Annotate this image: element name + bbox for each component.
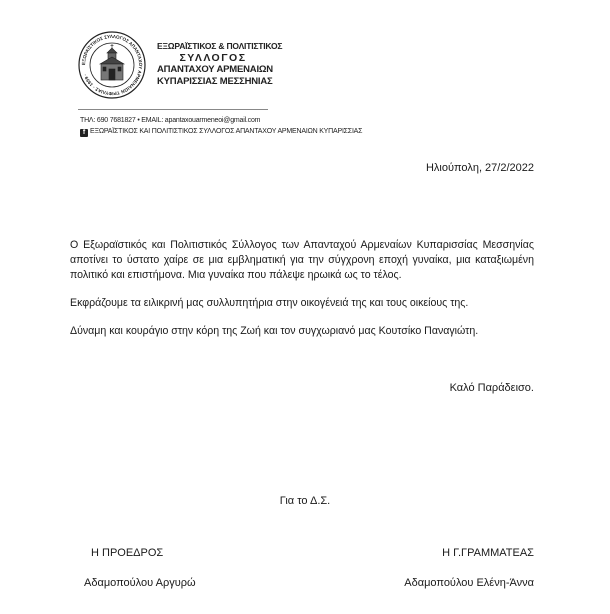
president-name: Αδαμοπούλου Αργυρώ <box>84 577 196 589</box>
church-illustration <box>100 44 124 80</box>
facebook-page-name: ΕΞΩΡΑΪΣΤΙΚΟΣ ΚΑΙ ΠΟΛΙΤΙΣΤΙΚΟΣ ΣΥΛΛΟΓΟΣ ΑΠΑΝΤΑΧΟΥ ΑΡΜΕΝΑΙΩΝ ΚΥΠΑΡΙΣΣΙΑΣ <box>90 128 363 135</box>
header-divider <box>78 109 268 110</box>
association-seal-logo <box>78 31 146 99</box>
org-name-line: ΕΞΩΡΑΪΣΤΙΚΟΣ & ΠΟΛΙΤΙΣΤΙΚΟΣ <box>157 41 283 51</box>
org-name-line: ΣΥΛΛΟΓΟΣ <box>179 52 247 64</box>
letter-paragraph: Ο Εξωραϊστικός και Πολιτιστικός Σύλλογος των Απανταχού Αρμεναίων Κυπαρισσίας Μεσσηνίας αποτίνει το ύστατο χαίρε σε μια εμβληματική για την σύγχρονη εποχή γυναίκα, μια καταξιωμένη πολιτικό και επιστήμονα. Μια γυναίκα που πάλεψε ηρωικά ως το τέλος. <box>70 239 534 281</box>
on-behalf-line: Για το Δ.Σ. <box>279 495 331 507</box>
letter-body <box>70 238 534 352</box>
seal-text: ΕΞΩΡΑΪΣΤΙΚΟΣ ΣΥΛΛΟΓΟΣ ΑΠΑΝΤΑΧΟΥ ΑΡΜΕΝΑΙΩΝ ΤΡΙΦΥΛΙΑΣ · 1959 · <box>80 33 144 97</box>
letter-date: Ηλιούπολη, 27/2/2022 <box>425 162 534 174</box>
organization-name <box>157 40 283 88</box>
org-name-line: ΚΥΠΑΡΙΣΣΙΑΣ ΜΕΣΣΗΝΙΑΣ <box>157 76 273 87</box>
president-title: Η ΠΡΟΕΔΡΟΣ <box>91 547 164 559</box>
secretary-title: Η Γ.ΓΡΑΜΜΑΤΕΑΣ <box>442 547 534 559</box>
secretary-name: Αδαμοπούλου Ελένη-Άννα <box>404 577 534 589</box>
letter-paragraph: Εκφράζουμε τα ειλικρινή μας συλλυπητήρια στην οικογένειά της και τους οικείους της. <box>70 297 469 309</box>
org-name-line: ΑΠΑΝΤΑΧΟΥ ΑΡΜΕΝΑΙΩΝ <box>157 64 273 75</box>
facebook-icon: f <box>80 129 88 137</box>
closing-line: Καλό Παράδεισο. <box>449 382 534 394</box>
letter-paragraph: Δύναμη και κουράγιο στην κόρη της Ζωή και τον συγχωριανό μας Κουτσίκο Παναγιώτη. <box>70 325 479 337</box>
contact-facebook <box>80 128 362 137</box>
contact-phone-email: ΤΗΛ: 690 7681827 • EMAIL: apantaxouarmeneoi@gmail.com <box>80 117 261 124</box>
